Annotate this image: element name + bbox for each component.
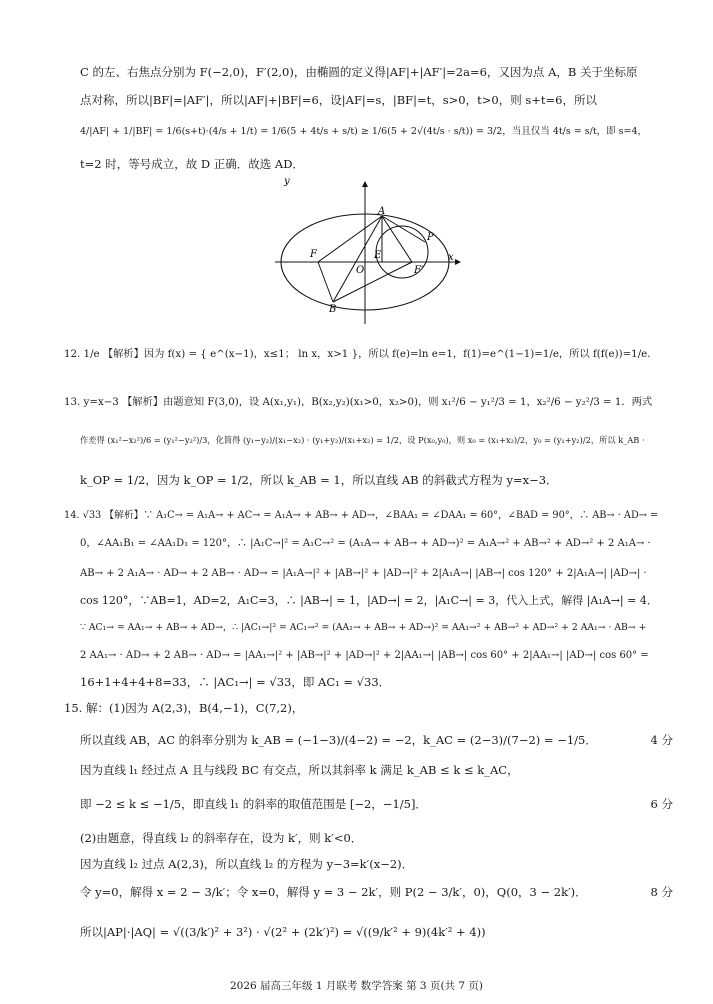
text-line-20: ∵ AC₁→ = AA₁→ + AB→ + AD→，∴ |AC₁→|² = AC₁→² = (AA₁→ + AB→ + AD→)² = AA₁→² + AB→² + AD→² + 2 AA₁→ · AB→ + <box>80 622 647 633</box>
score-mark-6: 6 分 <box>650 797 673 811</box>
text-line-25: 因为直线 l₁ 经过点 A 且与线段 BC 有交点，所以其斜率 k 满足 k_AB ≤ k ≤ k_AC， <box>80 763 519 777</box>
segments <box>318 216 425 302</box>
point-label-b: B <box>329 304 337 315</box>
page-footer: 2026 届高三年级 1 月联考 数学答案 第 3 页(共 7 页) <box>230 980 483 992</box>
text-line-21: 2 AA₁→ · AD→ + 2 AB→ · AD→ = |AA₁→|² + |AB→|² + |AD→|² + 2|AA₁→| |AB→| cos 60° + 2|AA₁→| |AD→| cos 60° = <box>80 650 649 661</box>
axis-label-x: x <box>448 252 454 263</box>
text-line-15: k_OP = 1/2，因为 k_OP = 1/2，所以 k_AB = 1，所以直线 AB 的斜截式方程为 y=x−3． <box>80 473 558 487</box>
text-line-22: 16+1+4+4+8=33，∴ |AC₁→| = √33，即 AC₁ = √33． <box>80 675 391 689</box>
axis-label-y: y <box>284 176 290 187</box>
text-line-12: 12. 1/e 【解析】因为 f(x) = { e^(x−1)，x≤1； ln x，x>1 }，所以 f(e)=ln e=1，f(1)=e^(1−1)=1/e，所以 f(f(e))=1/e． <box>64 348 658 360</box>
text-line-17: 0，∠AA₁B₁ = ∠AA₁D₁ = 120°，∴ |A₁C→|² = A₁C→² = (A₁A→ + AB→ + AD→)² = A₁A→² + AB→² + AD→² + 2 A₁A→ · <box>80 538 651 549</box>
text-line-28: 因为直线 l₂ 过点 A(2,3)，所以直线 l₂ 的方程为 y−3=k′(x−2)． <box>80 857 414 871</box>
text-line-30: 所以|AP|·|AQ| = √((3/k′)² + 3²) · √(2² + (2k′)²) = √((9/k′² + 9)(4k′² + 4)) <box>80 925 486 939</box>
text-line-1: C 的左、右焦点分别为 F(−2,0)，F′(2,0)，由椭圆的定义得|AF|+|AF′|=2a=6，又因为点 A，B 关于坐标原 <box>80 65 638 79</box>
text-line-23: 15. 解：(1)因为 A(2,3)，B(4,−1)，C(7,2)， <box>64 701 304 715</box>
point-label-e: E <box>374 250 382 261</box>
text-line-3: 4/|AF| + 1/|BF| = 1/6(s+t)·(4/s + 1/t) = 1/6(5 + 4t/s + s/t) ≥ 1/6(5 + 2√(4t/s · s/t)) = 3/2，当且仅当 4t/s = s/t，即 s=4， <box>80 126 648 137</box>
point-label-o: O <box>356 265 365 276</box>
point-label-f: F <box>310 249 317 260</box>
point-label-f-prime: F′ <box>414 265 424 276</box>
score-mark-4: 4 分 <box>650 733 673 747</box>
text-line-24: 所以直线 AB，AC 的斜率分别为 k_AB = (−1−3)/(4−2) = −2，k_AC = (2−3)/(7−2) = −1/5． <box>80 733 597 747</box>
text-line-4: t=2 时，等号成立，故 D 正确．故选 AD． <box>80 157 304 171</box>
point-label-a: A <box>378 206 386 217</box>
score-mark-8: 8 分 <box>650 885 673 899</box>
point-label-p: P <box>427 232 434 243</box>
text-line-16: 14. √33 【解析】∵ A₁C→ = A₁A→ + AC→ = A₁A→ + AB→ + AD→，∠BAA₁ = ∠DAA₁ = 60°，∠BAD = 90°，∴ AB→ · AD→ = <box>64 510 659 521</box>
text-line-19: cos 120°，∵AB=1，AD=2，A₁C=3，∴ |AB→| = 1，|AD→| = 2，|A₁C→| = 3，代入上式，解得 |A₁A→| = 4． <box>80 594 658 607</box>
text-line-18: AB→ + 2 A₁A→ · AD→ + 2 AB→ · AD→ = |A₁A→|² + |AB→|² + |AD→|² + 2|A₁A→| |AB→| cos 120° + 2|A₁A→| |AD→| · <box>80 568 647 579</box>
text-line-14: 作差得 (x₁²−x₂²)/6 = (y₁²−y₂²)/3，化简得 (y₁−y₂)/(x₁−x₂) · (y₁+y₂)/(x₁+x₂) = 1/2，设 P(x₀,y₀)，则 x₀ = (x₁+x₂)/2，y₀ = (y₁+y₂)/2，所以 k_AB · <box>80 435 645 445</box>
text-line-13: 13. y=x−3 【解析】由题意知 F(3,0)，设 A(x₁,y₁)，B(x₂,y₂)(x₁>0，x₂>0)，则 x₁²/6 − y₁²/3 = 1，x₂²/6 − y₂²/3 = 1．两式 <box>64 396 653 408</box>
text-line-27: (2)由题意，得直线 l₂ 的斜率存在，设为 k′，则 k′<0． <box>80 831 363 845</box>
text-line-26: 即 −2 ≤ k ≤ −1/5，即直线 l₁ 的斜率的取值范围是 [−2，−1/5]． <box>80 797 427 811</box>
ellipse-figure <box>270 176 470 326</box>
text-line-29: 令 y=0，解得 x = 2 − 3/k′；令 x=0，解得 y = 3 − 2k′，则 P(2 − 3/k′，0)，Q(0，3 − 2k′)． <box>80 885 587 899</box>
text-line-2: 点对称，所以|BF|=|AF′|，所以|AF|+|BF|=6，设|AF|=s，|BF|=t，s>0，t>0，则 s+t=6，所以 <box>80 93 597 107</box>
